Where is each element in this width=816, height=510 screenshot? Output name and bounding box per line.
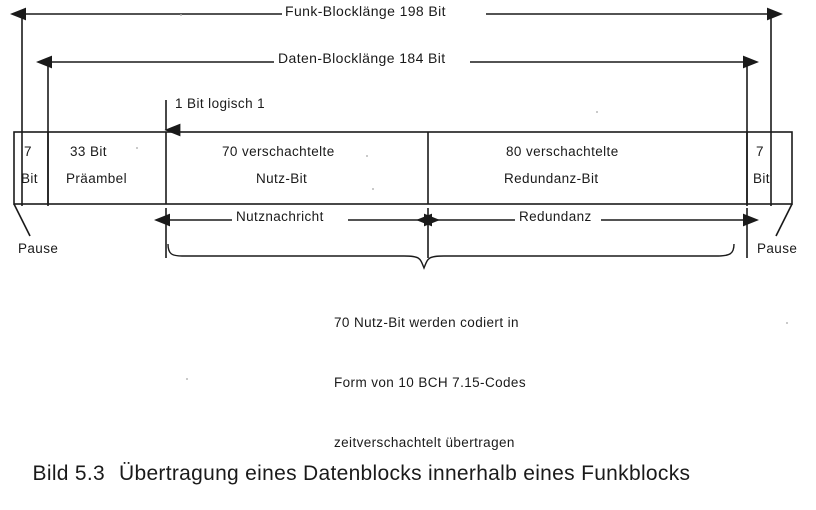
figure-caption-number: Bild 5.3 [32, 462, 105, 485]
note-line-1: 70 Nutz-Bit werden codiert in [334, 315, 519, 330]
dimension-label-nutznachricht: Nutznachricht [236, 209, 324, 224]
block-3-line-2: Nutz-Bit [256, 171, 308, 186]
scan-speck [180, 14, 182, 16]
annotation-pause-left: Pause [18, 241, 59, 256]
block-2-line-2: Präambel [66, 171, 127, 186]
figure-caption [8, 438, 690, 510]
block-4-line-1: 80 verschachtelte [506, 144, 619, 159]
block-5-line-2: Bit [753, 171, 770, 186]
note-line-2: Form von 10 BCH 7.15-Codes [334, 375, 526, 390]
block-5-line-1: 7 [756, 144, 764, 159]
dimension-label-funkblocklaenge: Funk-Blocklänge 198 Bit [285, 3, 446, 19]
dimension-label-redundanz: Redundanz [519, 209, 592, 224]
block-2-line-1: 33 Bit [70, 144, 107, 159]
scan-speck [596, 111, 598, 113]
figure-caption-text: Übertragung eines Datenblocks innerhalb eines Funkblocks [119, 462, 691, 485]
scan-speck [366, 155, 368, 157]
dimension-label-datenblocklaenge: Daten-Blocklänge 184 Bit [278, 50, 446, 66]
note-line-3: zeitverschachtelt übertragen [334, 435, 515, 450]
scan-speck [136, 147, 138, 149]
scan-speck [372, 188, 374, 190]
annotation-pause-right: Pause [757, 241, 798, 256]
block-4-line-2: Redundanz-Bit [504, 171, 599, 186]
annotation-one-bit-logical-one: 1 Bit logisch 1 [175, 96, 266, 111]
block-3-line-1: 70 verschachtelte [222, 144, 335, 159]
scan-speck [786, 322, 788, 324]
block-1-line-1: 7 [24, 144, 32, 159]
scan-speck [186, 378, 188, 380]
block-1-line-2: Bit [21, 171, 38, 186]
